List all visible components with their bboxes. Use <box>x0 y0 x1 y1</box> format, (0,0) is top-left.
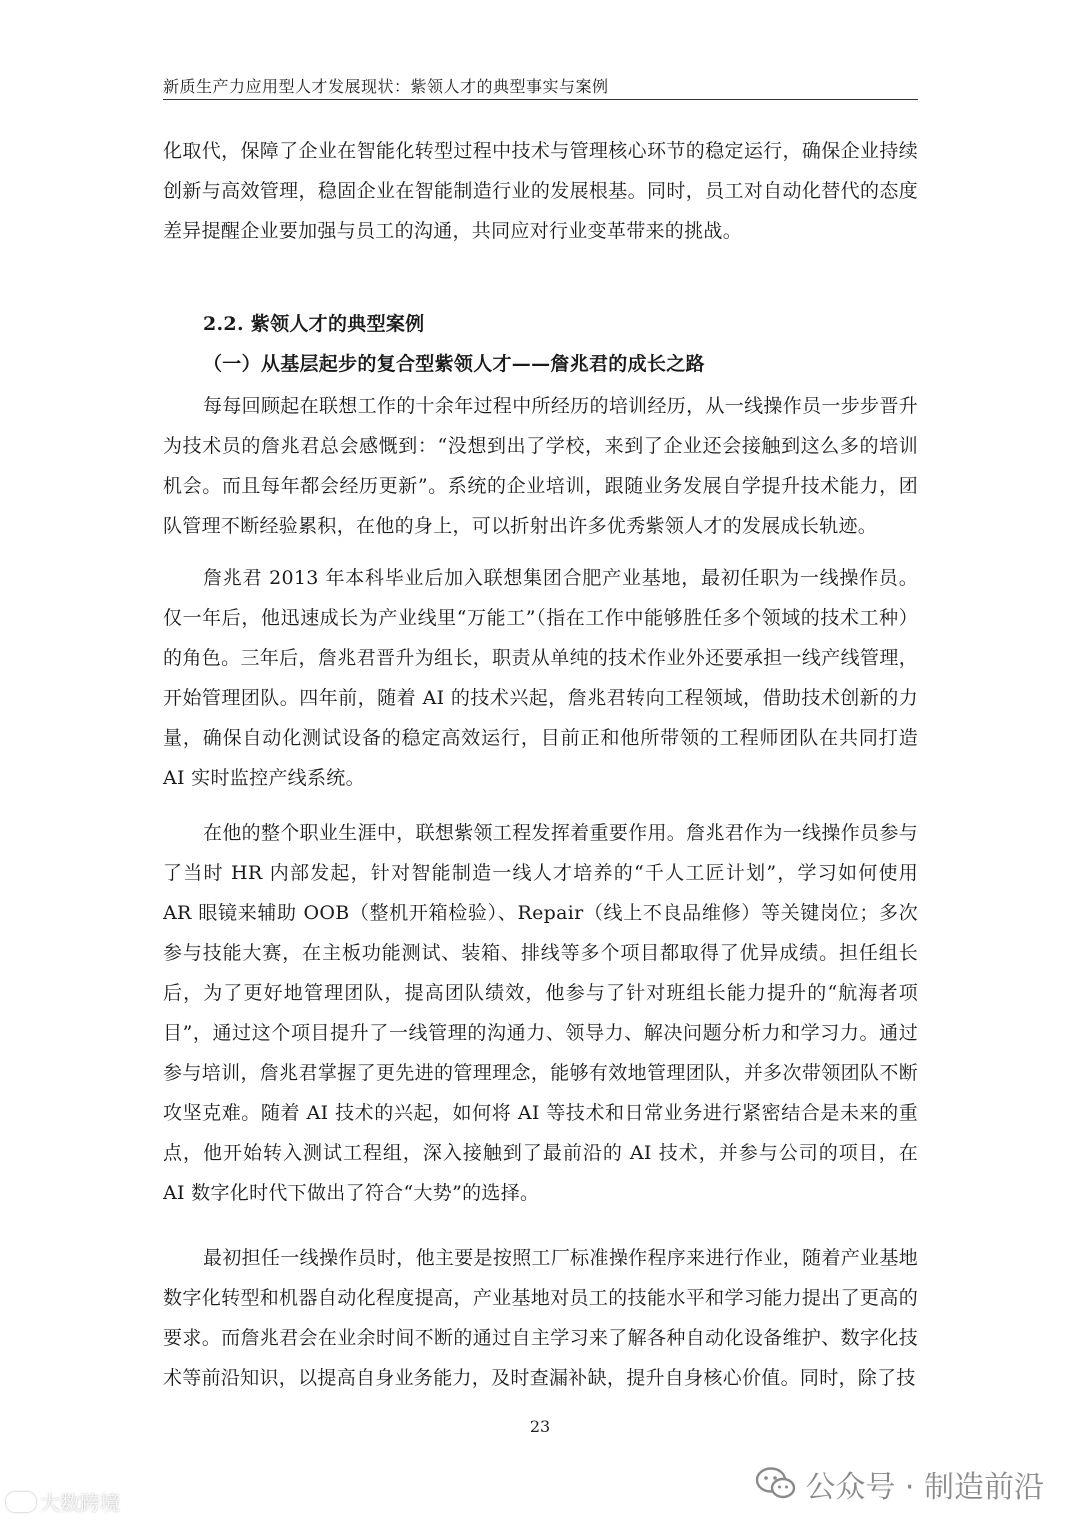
subsection-heading: （一）从基层起步的复合型紫领人才——詹兆君的成长之路 <box>203 353 705 375</box>
paragraph-3: 在他的整个职业生涯中，联想紫领工程发挥着重要作用。詹兆君作为一线操作员参与了当时 HR 内部发起，针对智能制造一线人才培养的“千人工匠计划”，学习如何使用 AR 眼镜来辅助 OOB（整机开箱检验）、Repair（线上不良品维修）等关键岗位；多次参与技能大赛，在主板功能测试、装箱、排线等多个项目都取得了优异成绩。担任组长后，为了更好地管理团队，提高团队绩效，他参与了针对班组长能力提升的“航海者项目”，通过这个项目提升了一线管理的沟通力、领导力、解决问题分析力和学习力。通过参与培训，詹兆君掌握了更先进的管理理念，能够有效地管理团队，并多次带领团队不断攻坚克难。随着 AI 技术的兴起，如何将 AI 等技术和日常业务进行紧密结合是未来的重点，他开始转入测试工程组，深入接触到了最前沿的 AI 技术，并参与公司的项目，在 AI 数字化时代下做出了符合“大势”的选择。 <box>163 822 918 1204</box>
running-header: 新质生产力应用型人才发展现状：紫领人才的典型事实与案例 <box>163 77 609 96</box>
paragraph-4: 最初担任一线操作员时，他主要是按照工厂标准操作程序来进行作业，随着产业基地数字化转型和机器自动化程度提高，产业基地对员工的技能水平和学习能力提出了更高的要求。而詹兆君会在业余时间不断的通过自主学习来了解各种自动化设备维护、数字化技术等前沿知识，以提高自身业务能力，及时查漏补缺，提升自身核心价值。同时，除了技 <box>163 1247 918 1389</box>
watermark-left-text: 大数跨境 <box>40 1491 120 1515</box>
paragraph-1: 每每回顾起在联想工作的十余年过程中所经历的培训经历，从一线操作员一步步晋升为技术员的詹兆君总会感慨到：“没想到出了学校，来到了企业还会接触到这么多的培训机会。而且每年都会经历更新”。系统的企业培训，跟随业务发展自学提升技术能力，团队管理不断经验累积，在他的身上，可以折射出许多优秀紫领人才的发展成长轨迹。 <box>163 395 918 537</box>
wechat-icon <box>755 1466 797 1502</box>
watermark-logo-icon <box>6 1492 36 1512</box>
watermark-right-text: 公众号 · 制造前沿 <box>805 1470 1044 1505</box>
header-rule <box>163 99 918 100</box>
paragraph-2: 詹兆君 2013 年本科毕业后加入联想集团合肥产业基地，最初任职为一线操作员。仅一年后，他迅速成长为产业线里“万能工”（指在工作中能够胜任多个领域的技术工种）的角色。三年后，詹兆君晋升为组长，职责从单纯的技术作业外还要承担一线产线管理，开始管理团队。四年前，随着 AI 的技术兴起，詹兆君转向工程领域，借助技术创新的力量，确保自动化测试设备的稳定高效运行，目前正和他所带领的工程师团队在共同打造 AI 实时监控产线系统。 <box>163 567 918 789</box>
intro-paragraph: 化取代，保障了企业在智能化转型过程中技术与管理核心环节的稳定运行，确保企业持续创新与高效管理，稳固企业在智能制造行业的发展根基。同时，员工对自动化替代的态度差异提醒企业要加强与员工的沟通，共同应对行业变革带来的挑战。 <box>163 140 918 242</box>
watermark-left <box>6 1487 120 1516</box>
watermark-right <box>755 1462 1044 1506</box>
page-number: 23 <box>529 1417 551 1436</box>
section-heading: 2.2. 紫领人才的典型案例 <box>203 313 425 335</box>
